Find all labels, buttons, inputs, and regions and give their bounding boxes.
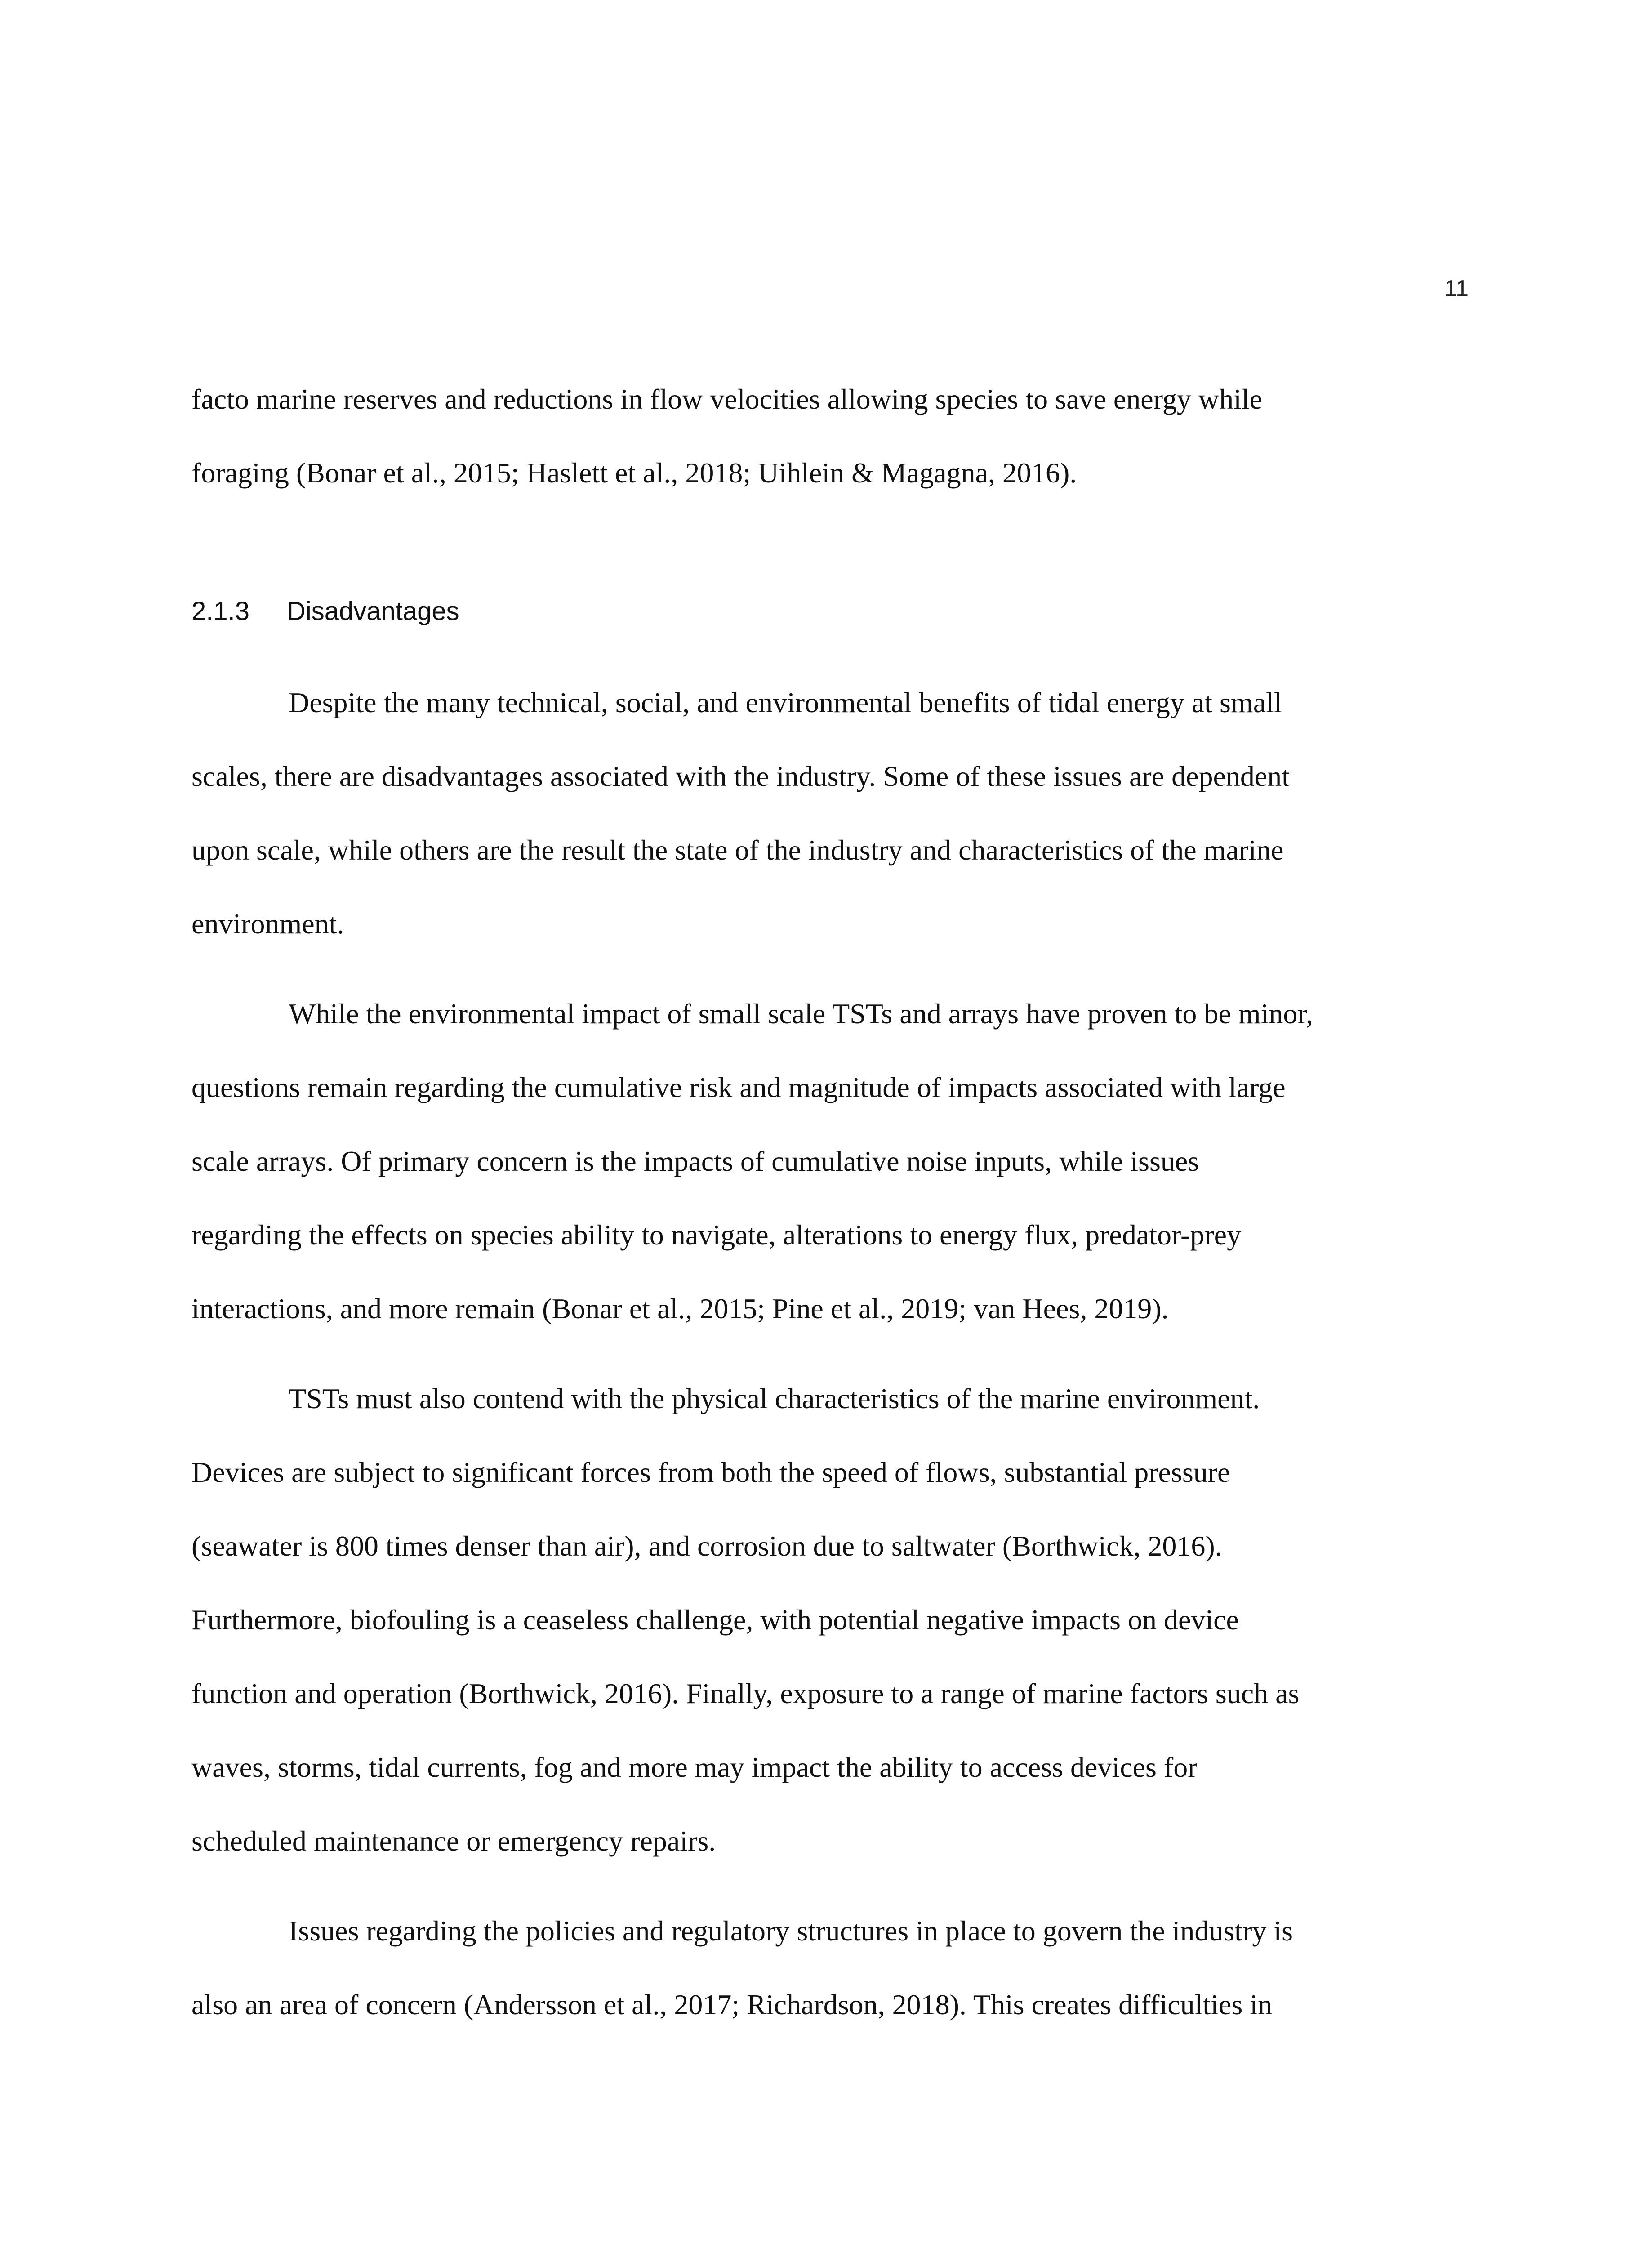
text-line: upon scale, while others are the result the state of the industry and characteristics of the marine bbox=[191, 834, 1284, 866]
paragraph-2 bbox=[191, 977, 1468, 1346]
text-line: function and operation (Borthwick, 2016). Finally, exposure to a range of marine factors such as bbox=[191, 1677, 1300, 1709]
text-line: regarding the effects on species ability to navigate, alterations to energy flux, predator-prey bbox=[191, 1219, 1242, 1251]
text-line: Devices are subject to significant forces from both the speed of flows, substantial pressure bbox=[191, 1456, 1230, 1488]
text-line: facto marine reserves and reductions in flow velocities allowing species to save energy while bbox=[191, 383, 1263, 415]
text-line: environment. bbox=[191, 908, 344, 940]
text-line: interactions, and more remain (Bonar et al., 2015; Pine et al., 2019; van Hees, 2019). bbox=[191, 1293, 1169, 1325]
text-line: Furthermore, biofouling is a ceaseless challenge, with potential negative impacts on device bbox=[191, 1604, 1239, 1636]
text-line: foraging (Bonar et al., 2015; Haslett et al., 2018; Uihlein & Magagna, 2016). bbox=[191, 457, 1077, 489]
section-title: Disadvantages bbox=[287, 597, 459, 626]
text-line: scales, there are disadvantages associated with the industry. Some of these issues are dependent bbox=[191, 760, 1290, 792]
paragraph-1 bbox=[191, 666, 1468, 961]
page-number: 11 bbox=[1444, 276, 1469, 302]
text-line: While the environmental impact of small scale TSTs and arrays have proven to be minor, bbox=[289, 998, 1314, 1030]
section-heading bbox=[191, 596, 459, 626]
paragraph-3 bbox=[191, 1362, 1468, 1878]
continuation-paragraph bbox=[191, 362, 1468, 510]
text-line: questions remain regarding the cumulative risk and magnitude of impacts associated with large bbox=[191, 1071, 1286, 1103]
text-line: (seawater is 800 times denser than air), and corrosion due to saltwater (Borthwick, 2016). bbox=[191, 1530, 1222, 1562]
section-number: 2.1.3 bbox=[191, 597, 249, 626]
text-line: TSTs must also contend with the physical characteristics of the marine environment. bbox=[289, 1383, 1260, 1414]
text-line: also an area of concern (Andersson et al., 2017; Richardson, 2018). This creates difficulties in bbox=[191, 1989, 1273, 2021]
text-line: scale arrays. Of primary concern is the impacts of cumulative noise inputs, while issues bbox=[191, 1145, 1199, 1177]
text-line: scheduled maintenance or emergency repairs. bbox=[191, 1825, 716, 1857]
text-line: waves, storms, tidal currents, fog and more may impact the ability to access devices for bbox=[191, 1751, 1198, 1783]
text-line: Despite the many technical, social, and environmental benefits of tidal energy at small bbox=[289, 687, 1282, 718]
paragraph-text bbox=[191, 362, 1468, 510]
paragraph-4 bbox=[191, 1894, 1468, 2042]
text-line: Issues regarding the policies and regulatory structures in place to govern the industry is bbox=[289, 1915, 1293, 1947]
section-body bbox=[191, 666, 1468, 2042]
